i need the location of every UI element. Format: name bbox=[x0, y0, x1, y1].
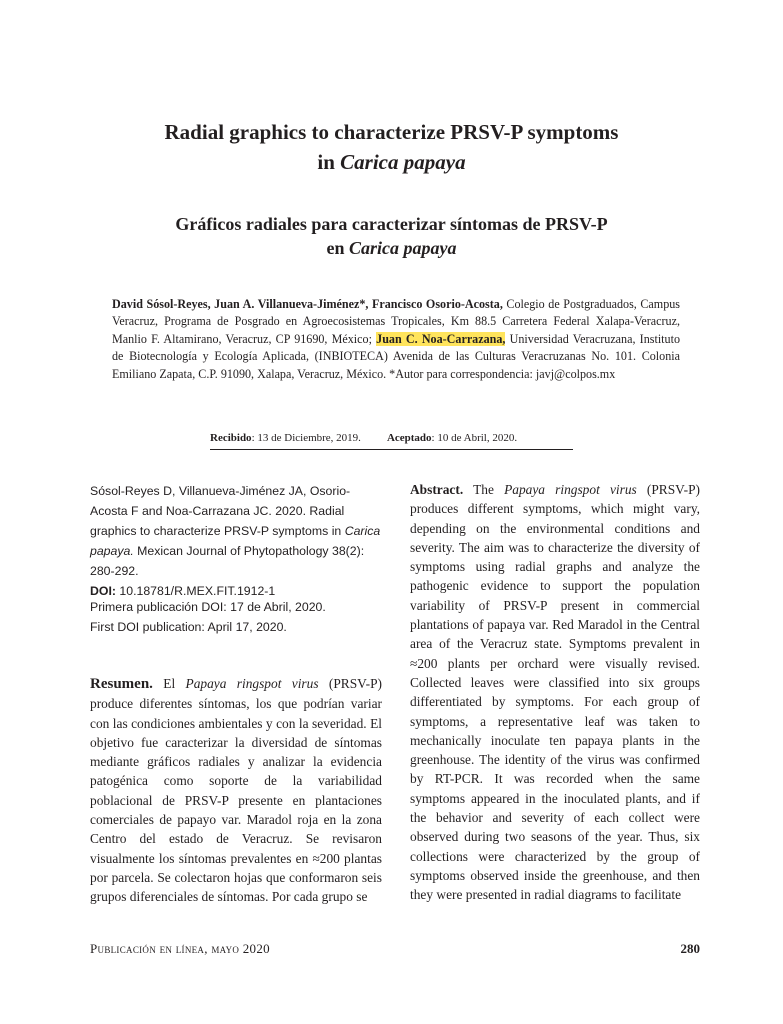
affiliation-1: Colegio de Postgraduados, Campus Veracruz, Programa de Posgrado en Agroecosistemas Tropicales, Km 88.5 Carretera Federal Xalapa-Veracruz, Manlio F. Altamirano, Veracruz, CP 91690, México; bbox=[112, 297, 681, 346]
abstract-text-2: (PRSV-P) produces different symptoms, which might vary, depending on the environmental conditions and severity. The aim was to characterize the diversity of symptoms using radial graphs and analyze the pathogenic evidence to support the population variability of PRSV-P present in commercial plantations of papaya var. Red Maradol in the Central area of the Veracruz state. Symptoms prevalent in ≈200 plants per orchard were visually revised. Collected leaves were classified into six groups differentiated by symptoms. For each group of symptoms, a representative leaf was taken to mechanically inoculate ten papaya plants in the greenhouse. The identity of the virus was confirmed by RT-PCR. It was recorded when the same symptoms appeared in the inoculated plants, and if the behavior and severity of each collect were observed during two seasons of the year. Thus, six collections were characterized by the group of symptoms observed inside the greenhouse, and then they were presented in radial diagrams to facilitate bbox=[410, 482, 700, 903]
pub-date-en: First DOI publication: April 17, 2020. bbox=[90, 620, 287, 634]
accepted-label: Aceptado bbox=[386, 432, 432, 444]
article-title-spanish bbox=[0, 212, 783, 260]
author-names-1: David Sósol-Reyes, Juan A. Villanueva-Jiménez*, Francisco Osorio-Acosta, bbox=[112, 297, 503, 311]
title-en-line1: Radial graphics to characterize PRSV-P symptoms bbox=[164, 120, 619, 144]
resumen-paragraph bbox=[90, 674, 382, 907]
article-title-english bbox=[0, 117, 783, 177]
publication-dates bbox=[90, 597, 382, 637]
title-es-species: Carica papaya bbox=[349, 238, 457, 258]
resumen-text-1: El bbox=[152, 676, 186, 691]
accepted-value: : 10 de Abril, 2020. bbox=[431, 432, 518, 444]
abstract-paragraph bbox=[410, 480, 700, 905]
resumen-heading: Resumen. bbox=[90, 676, 153, 692]
footer-publication-note: Publicación en línea, mayo 2020 bbox=[90, 941, 270, 956]
received-accepted-dates bbox=[210, 432, 573, 450]
authors-affiliations bbox=[112, 296, 680, 383]
title-en-species: Carica papaya bbox=[340, 150, 466, 174]
citation-species: Carica papaya. bbox=[90, 524, 381, 558]
doi-label: DOI: bbox=[90, 584, 116, 598]
title-es-line1: Gráficos radiales para caracterizar síntomas de PRSV-P bbox=[175, 214, 608, 234]
title-es-prefix: en bbox=[326, 238, 349, 258]
received-label: Recibido bbox=[210, 432, 252, 444]
citation-block bbox=[90, 481, 382, 601]
pub-date-es: Primera publicación DOI: 17 de Abril, 2020. bbox=[90, 600, 326, 614]
title-es-line2 bbox=[0, 236, 783, 260]
received-value: : 13 de Diciembre, 2019. bbox=[251, 432, 361, 444]
citation-text-2: Mexican Journal of Phytopathology 38(2): 280-292. bbox=[90, 544, 365, 578]
abstract-virus-name: Papaya ringspot virus bbox=[504, 482, 637, 497]
abstract-heading: Abstract. bbox=[410, 482, 464, 497]
affiliation-2: Universidad Veracruzana, Instituto de Biotecnología y Ecología Aplicada, (INBIOTECA) Avenida de las Culturas Veracruzanas No. 101. Colonia Emiliano Zapata, C.P. 91090, Xalapa, Veracruz, México. *Autor para correspondencia: javj@colpos.mx bbox=[112, 331, 680, 381]
citation-text-1: Sósol-Reyes D, Villanueva-Jiménez JA, Osorio-Acosta F and Noa-Carrazana JC. 2020. Radial graphics to characterize PRSV-P symptoms in bbox=[90, 484, 351, 538]
resumen-text-2: (PRSV-P) produce diferentes síntomas, los que podrían variar con las condiciones ambientales y con la severidad. El objetivo fue caracterizar la diversidad de síntomas mediante gráficos radiales y analizar la evidencia patogénica como soporte de la variabilidad poblacional de PRSV-P presente en plantaciones comerciales de papayo var. Maradol roja en la zona Centro del estado de Veracruz. Se revisaron visualmente los síntomas prevalentes en ≈200 plantas por parcela. Se colectaron hojas que conformaron seis grupos diferenciales de síntomas. Por cada grupo se bbox=[90, 676, 382, 905]
author-names-2-highlighted: Juan C. Noa-Carrazana, bbox=[376, 331, 506, 346]
resumen-virus-name: Papaya ringspot virus bbox=[185, 676, 319, 691]
page-number: 280 bbox=[680, 941, 700, 956]
title-en-prefix: in bbox=[317, 150, 341, 174]
title-en-line2 bbox=[0, 147, 783, 177]
abstract-text-1: The bbox=[463, 482, 505, 497]
doi-value: 10.18781/R.MEX.FIT.1912-1 bbox=[115, 584, 276, 598]
